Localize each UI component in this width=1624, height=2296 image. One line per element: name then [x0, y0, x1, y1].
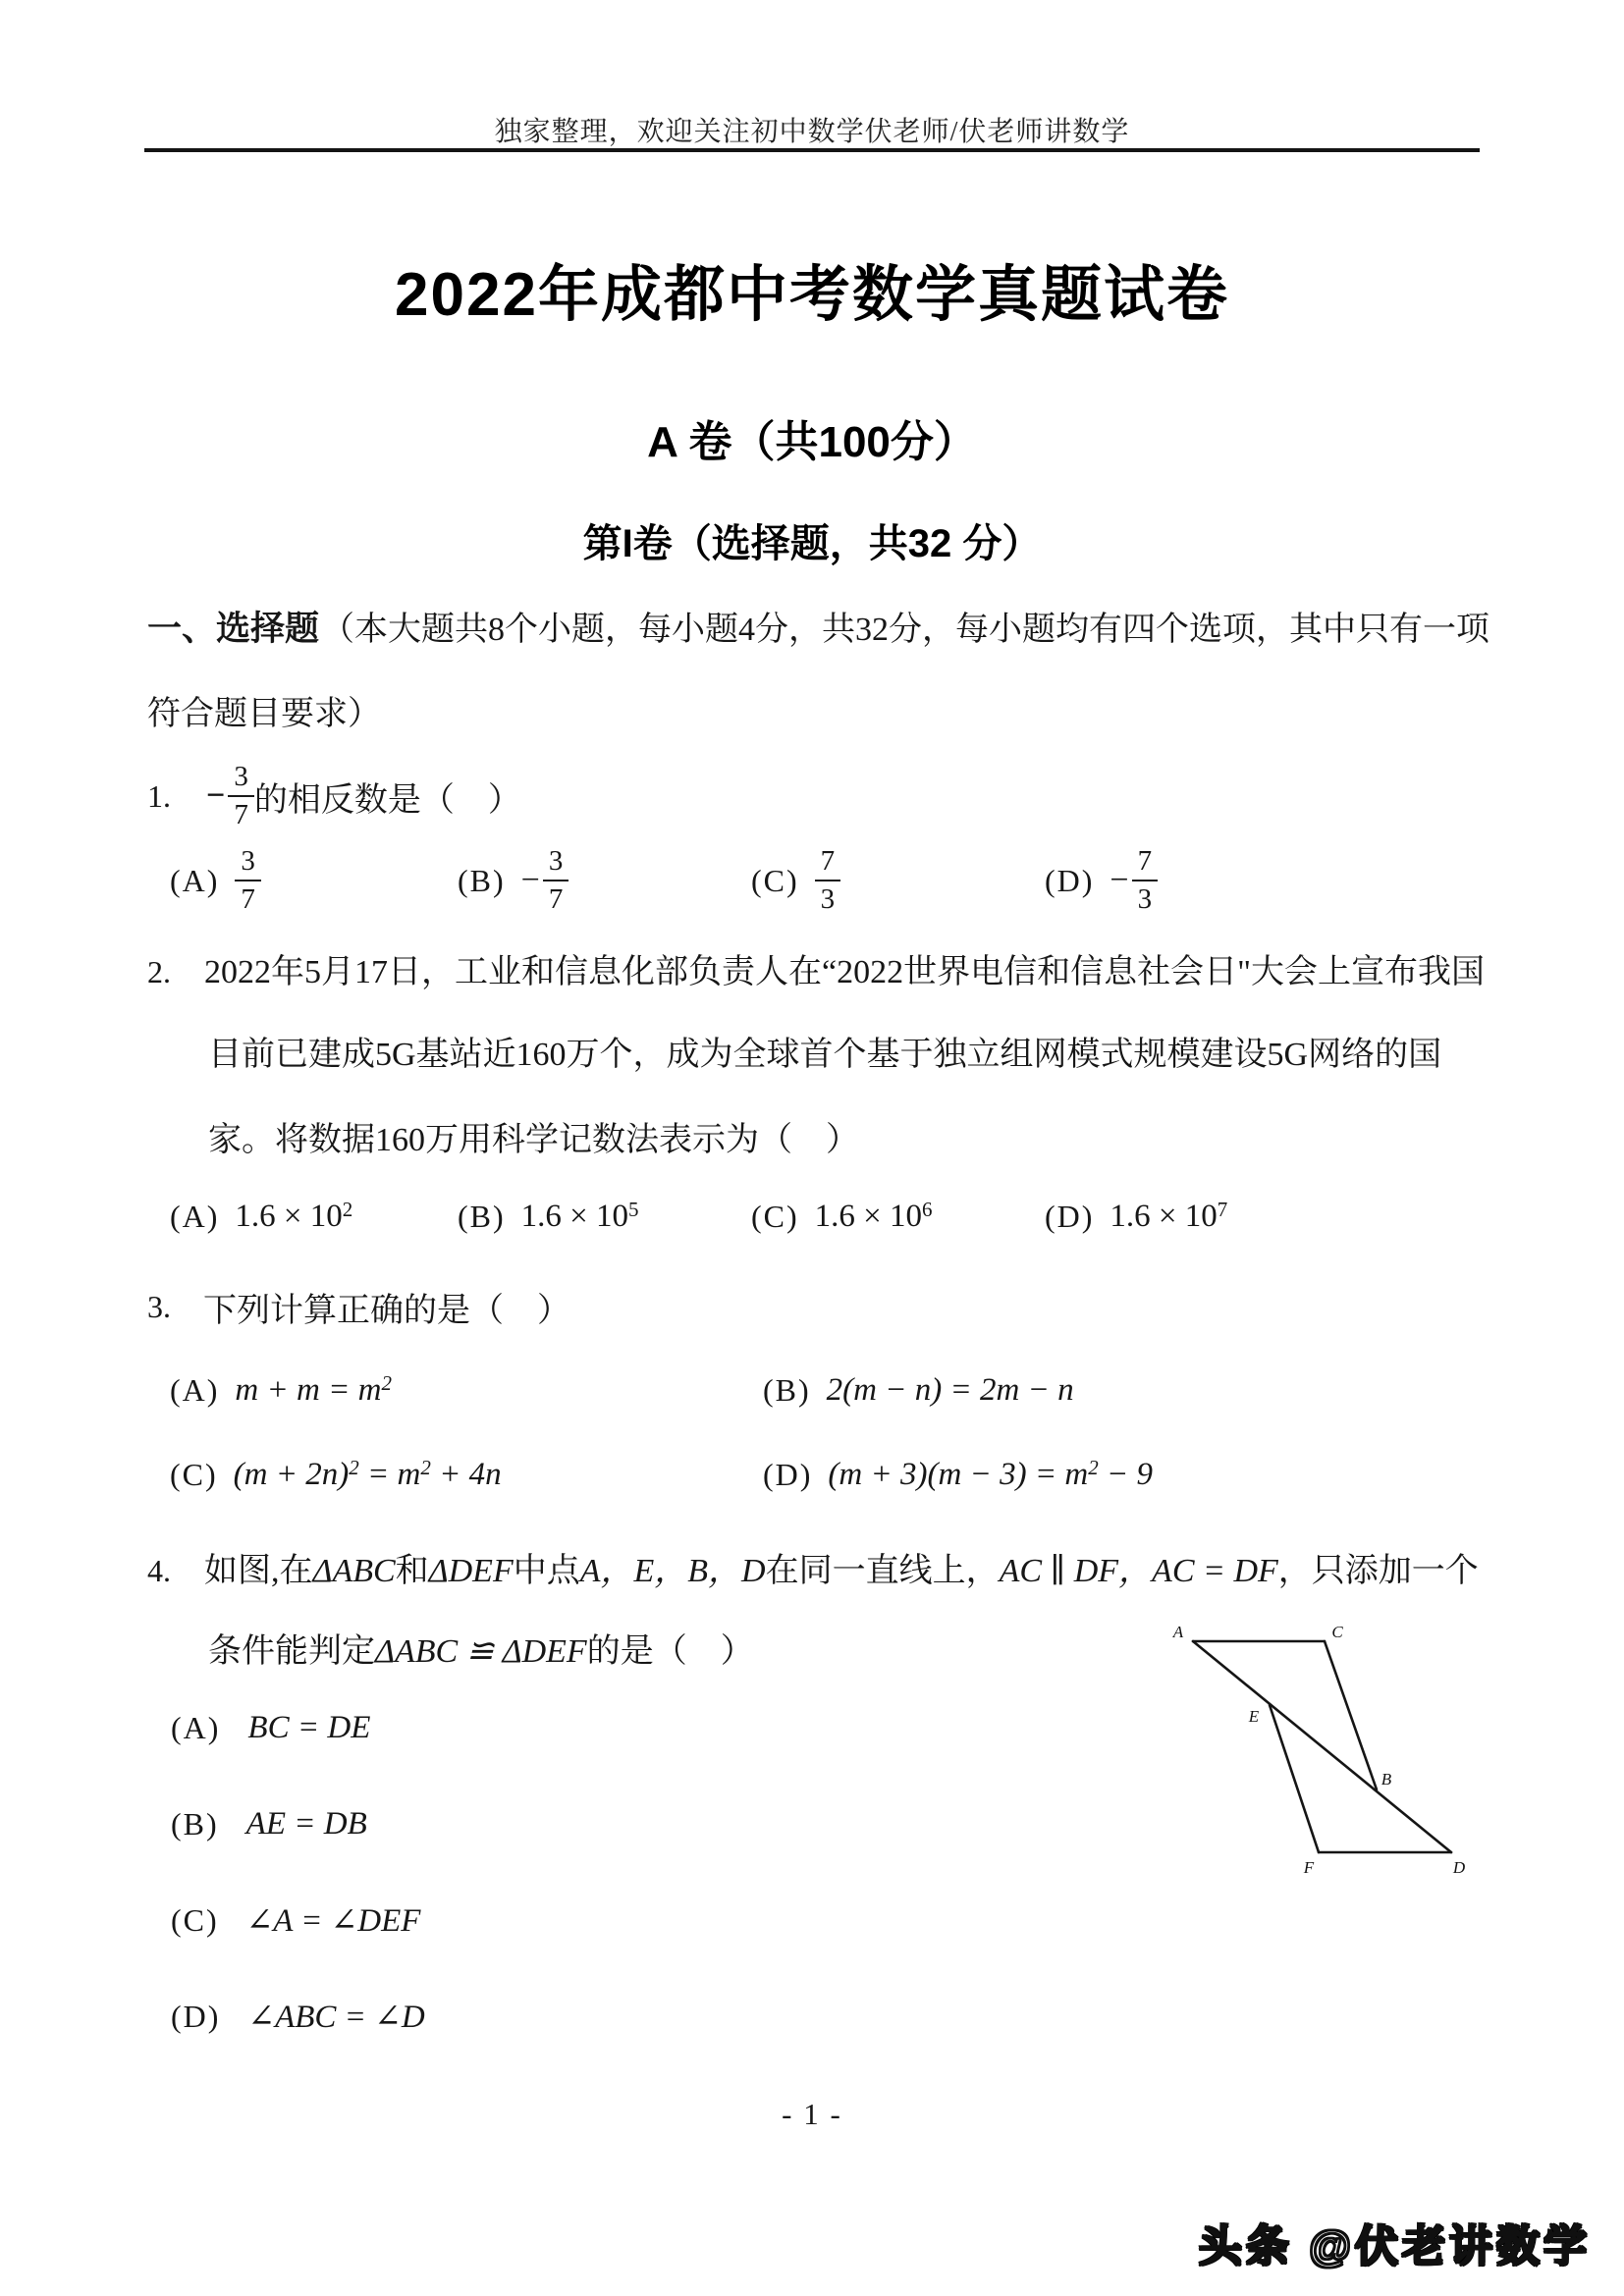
- q4-option-d: [171, 1995, 425, 2038]
- q3-option-d: [763, 1451, 1153, 1498]
- q1-stem-minus-sign: −: [206, 777, 226, 814]
- q2-option-c-value: $1.6 \times 10^6$: [814, 1197, 933, 1234]
- subtitle-section-a: A 卷（共100分）: [647, 418, 977, 466]
- vertex-label-D: D: [1452, 1858, 1466, 1877]
- q3-option-a-label: (A): [170, 1371, 220, 1408]
- q1-option-c-fraction: $\frac{7}{3}$: [815, 845, 841, 917]
- vertex-label-A: A: [1172, 1623, 1184, 1641]
- q4-geometry-figure: [1164, 1616, 1471, 1879]
- q2-option-d-value: $1.6 \times 10^7$: [1110, 1197, 1228, 1234]
- question-3-stem: [147, 1286, 570, 1327]
- question-2-stem-line-3: 家。将数据160万用科学记数法表示为（ ）: [208, 1122, 859, 1158]
- section-1-intro-line-2: 符合题目要求）: [147, 696, 381, 732]
- header-note: 独家整理，欢迎关注初中数学伏老师/伏老师讲数学: [494, 117, 1130, 147]
- q2-option-b-value: $1.6 \times 10^5$: [520, 1197, 639, 1234]
- question-4-stem-line-2: 条件能判定ΔABC ≌ ΔDEF的是（ ）: [208, 1633, 754, 1670]
- q3-option-c-value: $(m + 2n)^2 = m^2 + 4n$: [233, 1455, 502, 1492]
- page-title: 2022年成都中考数学真题试卷: [395, 261, 1229, 329]
- q3-option-a-value: $m + m = m^2$: [235, 1370, 392, 1408]
- q2-option-a: [170, 1194, 352, 1239]
- q2-option-d-label: (D): [1045, 1198, 1095, 1234]
- q2-option-c-label: (C): [751, 1198, 799, 1234]
- question-2-stem-line-1: 2. 2022年5月17日，工业和信息化部负责人在“2022世界电信和信息社会日"大会上宣布我国: [147, 954, 1485, 990]
- section-1-description: （本大题共8个小题，每小题4分，共32分，每小题均有四个选项，其中只有一项: [321, 612, 1490, 648]
- header-divider: [144, 148, 1480, 152]
- q1-option-d: (D) − $\frac{7}{3}$: [1045, 847, 1158, 914]
- page-number: - 1 -: [782, 2097, 842, 2131]
- q4-option-c: [171, 1898, 420, 1942]
- q1-option-a-label: (A): [170, 862, 220, 898]
- vertex-label-E: E: [1248, 1707, 1260, 1726]
- q1-option-b-fraction: $\frac{3}{7}$: [543, 845, 569, 917]
- q1-option-d-label: (D): [1045, 862, 1095, 898]
- q1-stem-text: 的相反数是（ ）: [253, 781, 521, 819]
- q2-option-a-label: (A): [170, 1198, 220, 1234]
- q4-option-d-value: ∠ABC = ∠D: [247, 2000, 425, 2035]
- q1-stem-fraction-numerator: 3: [228, 761, 254, 797]
- watermark: 头条 @伏老讲数学: [1198, 2222, 1591, 2270]
- question-3-number: 3.: [147, 1288, 171, 1324]
- q3-stem-text: 下列计算正确的是（ ）: [203, 1292, 570, 1329]
- q4-option-c-label: (C): [171, 1901, 219, 1938]
- q2-option-b: [458, 1194, 639, 1239]
- q2-option-d: [1045, 1194, 1227, 1239]
- question-2-number: 2.: [147, 954, 171, 989]
- q3-option-b: [763, 1366, 1074, 1414]
- question-2-stem-line-2: 目前已建成5G基站近160万个，成为全球首个基于独立组网模式规模建设5G网络的国: [208, 1037, 1442, 1073]
- q1-option-b-label: (B): [458, 862, 506, 898]
- q4-option-b-value: AE = DB: [245, 1805, 367, 1842]
- q4-option-b-label: (B): [171, 1805, 219, 1842]
- section-1-intro-line-1: [147, 602, 1489, 651]
- edge-AD-through-E-B: [1193, 1641, 1451, 1852]
- q4-option-a-label: (A): [171, 1709, 221, 1745]
- q2-option-c: [751, 1194, 933, 1239]
- q1-option-a-fraction: $\frac{3}{7}$: [235, 845, 261, 917]
- q1-option-c: [751, 844, 840, 915]
- vertex-label-B: B: [1380, 1770, 1392, 1789]
- q2-option-a-value: $1.6 \times 10^2$: [235, 1197, 353, 1234]
- q1-option-b: (B) − $\frac{3}{7}$: [458, 847, 568, 914]
- edge-CB: [1325, 1641, 1377, 1789]
- q3-option-b-value: 2(m − n) = 2m − n: [826, 1371, 1074, 1408]
- question-4-number: 4.: [147, 1553, 171, 1588]
- q4-option-a-value: BC = DE: [247, 1709, 371, 1745]
- q3-option-d-value: $(m + 3)(m - 3) = m^2 - 9$: [828, 1455, 1153, 1492]
- vertex-label-C: C: [1331, 1623, 1343, 1641]
- q1-option-d-fraction: $\frac{7}{3}$: [1132, 845, 1159, 917]
- q4-option-b: [171, 1802, 367, 1845]
- question-1-number: 1.: [147, 777, 171, 814]
- q2-option-b-label: (B): [458, 1198, 506, 1234]
- question-4-stem-line-1: 4. 如图,在ΔABC和ΔDEF中点A，E，B，D在同一直线上，AC ∥ DF，AC = DF，只添加一个: [147, 1553, 1479, 1589]
- q3-option-b-label: (B): [763, 1371, 811, 1408]
- q3-option-c: [170, 1451, 502, 1498]
- q4-figure-edges: [1193, 1641, 1451, 1852]
- q4-option-d-label: (D): [171, 1998, 221, 2034]
- q1-stem-fraction: [228, 761, 254, 832]
- q3-option-d-label: (D): [763, 1456, 813, 1492]
- edge-EF: [1270, 1705, 1319, 1852]
- q3-option-c-label: (C): [170, 1456, 218, 1492]
- subtitle-part-one: 第I卷（选择题，共32 分）: [582, 522, 1042, 565]
- q1-option-c-label: (C): [751, 862, 799, 898]
- section-1-label: 一、选择题: [147, 610, 320, 648]
- question-1-stem: [147, 761, 521, 831]
- q3-option-a: [170, 1366, 392, 1414]
- q4-option-a: [171, 1706, 370, 1749]
- q1-stem-fraction-denominator: 7: [234, 799, 248, 830]
- q4-option-c-value: ∠A = ∠DEF: [245, 1903, 421, 1939]
- vertex-label-F: F: [1303, 1858, 1315, 1877]
- q1-option-a: [170, 844, 261, 915]
